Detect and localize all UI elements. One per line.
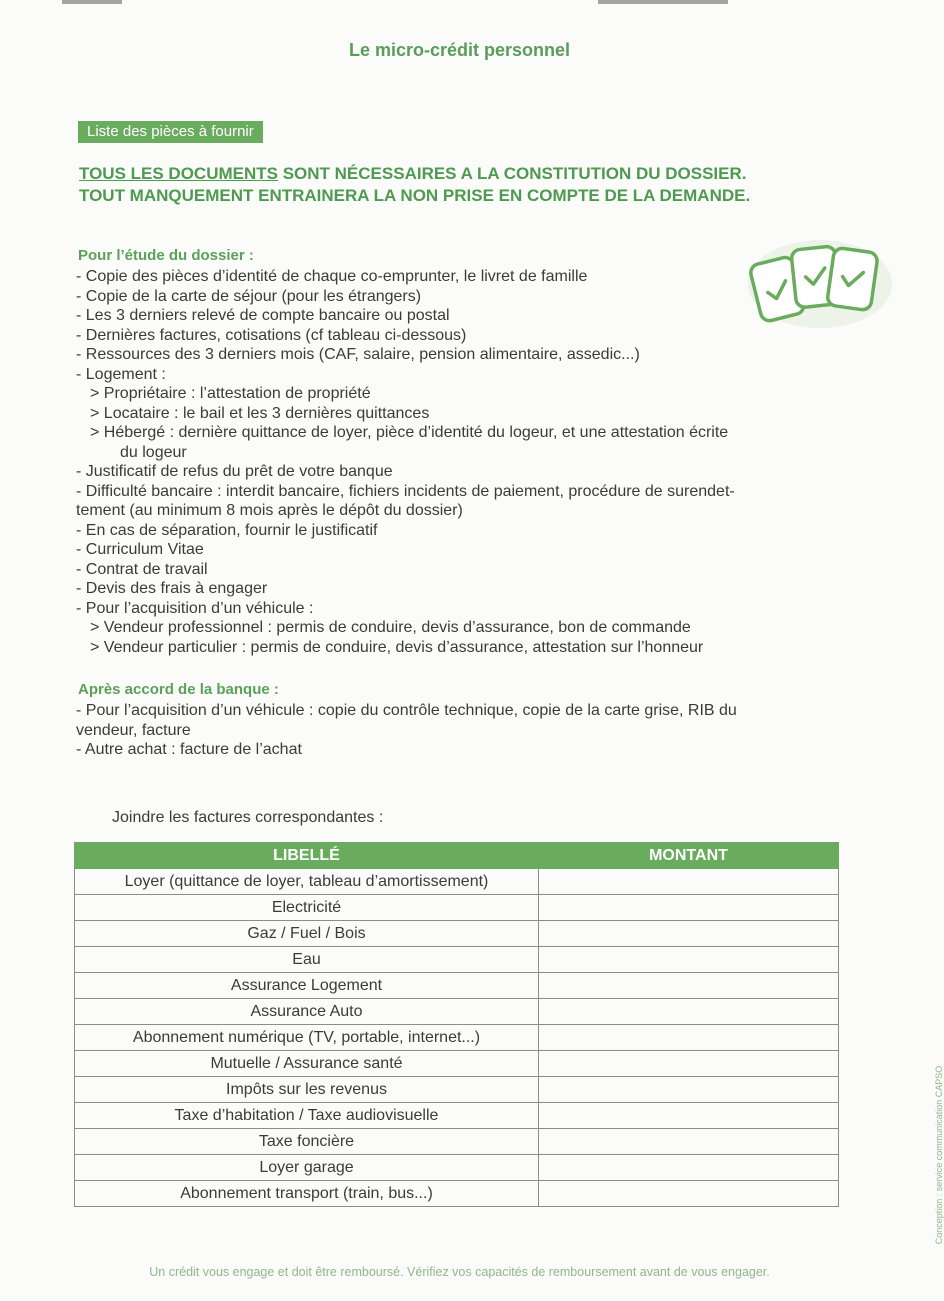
table-row [75,1155,839,1181]
row-amount-cell [539,1103,839,1129]
row-amount-cell [539,921,839,947]
table-row [75,947,839,973]
table-row [75,1103,839,1129]
table-row [75,1181,839,1207]
list-item: - Pour l’acquisition d’un véhicule : [76,599,314,617]
table-row [75,895,839,921]
list-item: - Curriculum Vitae [76,541,204,558]
notice-block [79,163,859,207]
footer-disclaimer: Un crédit vous engage et doit être remboursé. Vérifiez vos capacités de remboursement avant de vous engager. [149,1265,770,1279]
row-label: Mutuelle / Assurance santé [75,1051,539,1077]
list-item: du logeur [120,443,187,461]
row-label: Assurance Logement [75,973,539,999]
table-row [75,921,839,947]
notice-line-1 [79,163,859,185]
section-tag: Liste des pièces à fournir [78,121,263,143]
list-item: - Dernières factures, cotisations (cf tableau ci-dessous) [76,326,467,344]
row-label: Electricité [75,895,539,921]
accord-list [76,701,846,760]
side-credit: Conception : service communication CAPSO [934,1065,944,1245]
list-item: - Autre achat : facture de l’achat [76,741,302,758]
row-label: Gaz / Fuel / Bois [75,921,539,947]
row-label: Eau [75,947,539,973]
table-row [75,1051,839,1077]
notice-line-2: TOUT MANQUEMENT ENTRAINERA LA NON PRISE EN COMPTE DE LA DEMANDE. [79,186,751,205]
scan-edge-left [62,0,122,4]
row-amount-cell [539,1181,839,1207]
list-item: - Contrat de travail [76,560,208,578]
etude-list [76,267,846,657]
list-item: - Difficulté bancaire : interdit bancaire, fichiers incidents de paiement, procédure de surendet- [76,482,735,500]
notice-underlined: TOUS LES DOCUMENTS [79,164,278,183]
list-item: - Pour l’acquisition d’un véhicule : copie du contrôle technique, copie de la carte grise, RIB du [76,702,737,719]
list-item: - Ressources des 3 derniers mois (CAF, salaire, pension alimentaire, assedic...) [76,346,640,363]
table-row [75,1025,839,1051]
list-item: - Copie des pièces d’identité de chaque co-emprunter, le livret de famille [76,268,588,285]
row-label: Assurance Auto [75,999,539,1025]
row-amount-cell [539,895,839,921]
list-item: - En cas de séparation, fournir le justificatif [76,521,378,539]
row-amount-cell [539,947,839,973]
list-item: > Vendeur professionnel : permis de conduire, devis d’assurance, bon de commande [90,619,691,636]
table-header-row [75,843,839,869]
row-amount-cell [539,973,839,999]
row-amount-cell [539,999,839,1025]
row-amount-cell [539,1129,839,1155]
row-amount-cell [539,1155,839,1181]
etude-heading: Pour l’étude du dossier : [78,247,254,264]
invoices-intro: Joindre les factures correspondantes : [112,809,384,826]
row-label: Taxe foncière [75,1129,539,1155]
row-label: Impôts sur les revenus [75,1077,539,1103]
invoices-table [74,842,839,1207]
list-item: - Logement : [76,365,166,383]
row-label: Abonnement numérique (TV, portable, internet...) [75,1025,539,1051]
list-item: - Devis des frais à engager [76,580,268,597]
notice-line-1-rest: SONT NÉCESSAIRES A LA CONSTITUTION DU DOSSIER. [277,164,747,183]
checklist-cards-icon [740,232,890,332]
list-item: - Justificatif de refus du prêt de votre banque [76,463,393,480]
row-label: Abonnement transport (train, bus...) [75,1181,539,1207]
row-label: Loyer (quittance de loyer, tableau d’amortissement) [75,869,539,895]
table-row [75,973,839,999]
page-title: Le micro-crédit personnel [348,40,571,60]
list-item: > Propriétaire : l’attestation de propriété [90,385,371,402]
accord-heading: Après accord de la banque : [78,681,279,698]
row-label: Loyer garage [75,1155,539,1181]
header-montant: MONTANT [539,843,839,869]
list-item: > Vendeur particulier : permis de conduire, devis d’assurance, attestation sur l’honneur [90,638,704,656]
table-row [75,1077,839,1103]
list-item: > Locataire : le bail et les 3 dernières quittances [90,404,430,422]
list-item: - Les 3 derniers relevé de compte bancaire ou postal [76,307,450,324]
row-amount-cell [539,1077,839,1103]
row-amount-cell [539,1051,839,1077]
list-item: tement (au minimum 8 mois après le dépôt du dossier) [76,502,463,519]
list-item: vendeur, facture [76,721,191,739]
list-item: > Hébergé : dernière quittance de loyer, pièce d’identité du logeur, et une attestation écrite [90,424,729,441]
table-row [75,999,839,1025]
table-row [75,1129,839,1155]
table-row [75,869,839,895]
row-label: Taxe d’habitation / Taxe audiovisuelle [75,1103,539,1129]
row-amount-cell [539,1025,839,1051]
row-amount-cell [539,869,839,895]
scan-edge-right [598,0,728,4]
list-item: - Copie de la carte de séjour (pour les étrangers) [76,287,422,305]
header-libelle: LIBELLÉ [75,843,539,869]
